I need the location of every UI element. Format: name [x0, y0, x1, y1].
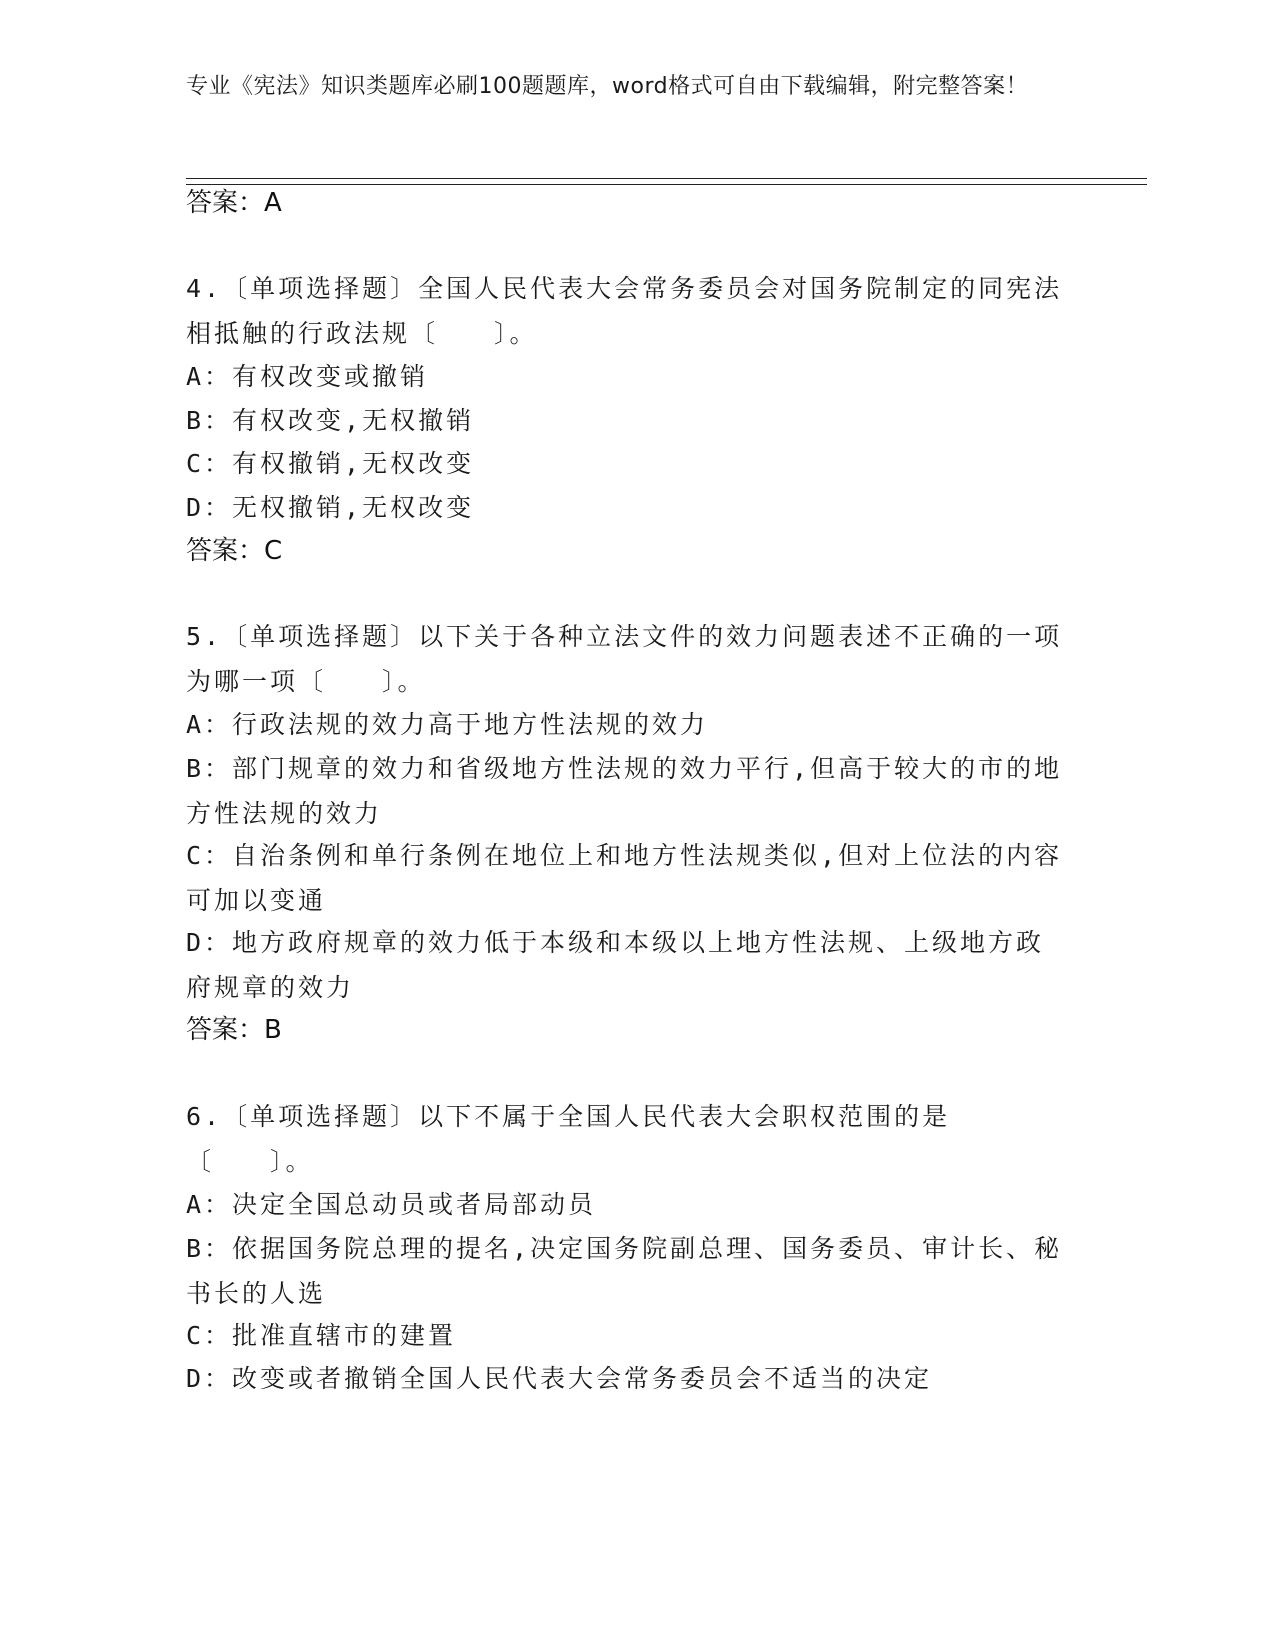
- question-4-option-a: A：有权改变或撤销: [186, 362, 429, 391]
- answer-question-4: 答案：C: [186, 536, 283, 566]
- question-5-option-c: C：自治条例和单行条例在地位上和地方性法规类似,但对上位法的内容可加以变通: [186, 841, 1063, 915]
- question-4-option-c: C：有权撤销,无权改变: [186, 449, 475, 478]
- header-divider-bottom: [186, 184, 1147, 185]
- question-4-option-d: D：无权撤销,无权改变: [186, 493, 475, 522]
- document-header: 专业《宪法》知识类题库必刷100题题库，word格式可自由下载编辑，附完整答案！: [186, 74, 1029, 99]
- question-6-option-c: C：批准直辖市的建置: [186, 1321, 457, 1350]
- question-4-stem: 4.〔单项选择题〕全国人民代表大会常务委员会对国务院制定的同宪法相抵触的行政法规〔 〕。: [186, 274, 1063, 348]
- question-6-option-d: D：改变或者撤销全国人民代表大会常务委员会不适当的决定: [186, 1364, 933, 1393]
- answer-question-5: 答案：B: [186, 1015, 282, 1045]
- question-5-option-d: D：地方政府规章的效力低于本级和本级以上地方性法规、上级地方政府规章的效力: [186, 928, 1045, 1002]
- header-divider-top: [186, 178, 1147, 179]
- question-6-option-a: A：决定全国总动员或者局部动员: [186, 1190, 597, 1219]
- question-4-option-b: B：有权改变,无权撤销: [186, 406, 475, 435]
- question-5-option-b: B：部门规章的效力和省级地方性法规的效力平行,但高于较大的市的地方性法规的效力: [186, 754, 1063, 828]
- question-5-stem: 5.〔单项选择题〕以下关于各种立法文件的效力问题表述不正确的一项为哪一项〔 〕。: [186, 622, 1063, 696]
- question-6-stem: 6.〔单项选择题〕以下不属于全国人民代表大会职权范围的是〔 〕。: [186, 1102, 951, 1176]
- answer-previous: 答案：A: [186, 188, 282, 218]
- question-6-option-b: B：依据国务院总理的提名,决定国务院副总理、国务委员、审计长、秘书长的人选: [186, 1234, 1063, 1308]
- question-5-option-a: A：行政法规的效力高于地方性法规的效力: [186, 710, 709, 739]
